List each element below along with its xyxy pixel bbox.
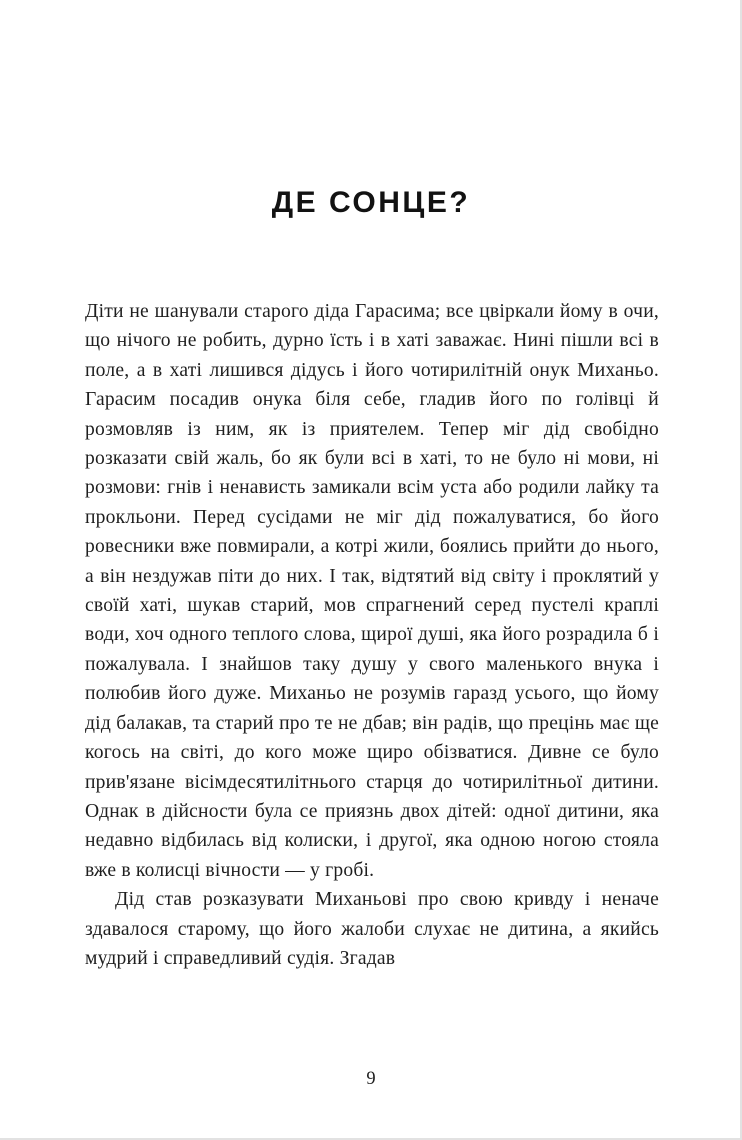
chapter-title: ДЕ СОНЦЕ? bbox=[271, 186, 471, 219]
paragraph: Діти не шанували старого діда Гарасима; все цвіркали йому в очи, що нічого не робить, дурно їсть і в хаті заважає. Нині пішли всі в поле, а в хаті лишився дідусь і його чотирилітній онук Миханьо. Гарасим посадив онука біля себе, гладив його по голівці й розмовляв із ним, як із приятелем. Тепер міг дід свобідно розказати свій жаль, бо як були всі в хаті, то не було ні мови, ні розмови: гнів і ненависть замикали всім уста або родили лайку та прокльони. Перед сусідами не міг дід пожалуватися, бо його ровесники вже повмирали, а котрі жили, боялись прийти до нього, а він нездужав піти до них. І так, відтятий від світу і проклятий у своїй хаті, шукав старий, мов спрагнений серед пустелі краплі води, хоч одного теплого слова, щирої душі, яка його розрадила б і пожалувала. І знайшов таку душу у свого маленького внука і полюбив його дуже. Миханьо не розумів гаразд усього, що йому дід балакав, та старий про те не дбав; він радів, що прецінь має ще когось на світі, до кого може щиро обізватися. Дивне се було прив'язане вісімдесятилітнього старця до чотирилітньої дитини. Однак в дійсности була се приязнь двох дітей: одної дитини, яка недавно відбилась від колиски, і другої, яка одною ногою стояла вже в колисці вічности — у гробі. bbox=[85, 301, 659, 881]
story-text bbox=[85, 297, 659, 973]
page-number: 9 bbox=[366, 1069, 376, 1089]
paragraph: Дід став розказувати Миханьові про свою кривду і неначе здавалося старому, що його жалоби слухає не дитина, а якийсь мудрий і справедливий судія. Згадав bbox=[85, 889, 659, 969]
